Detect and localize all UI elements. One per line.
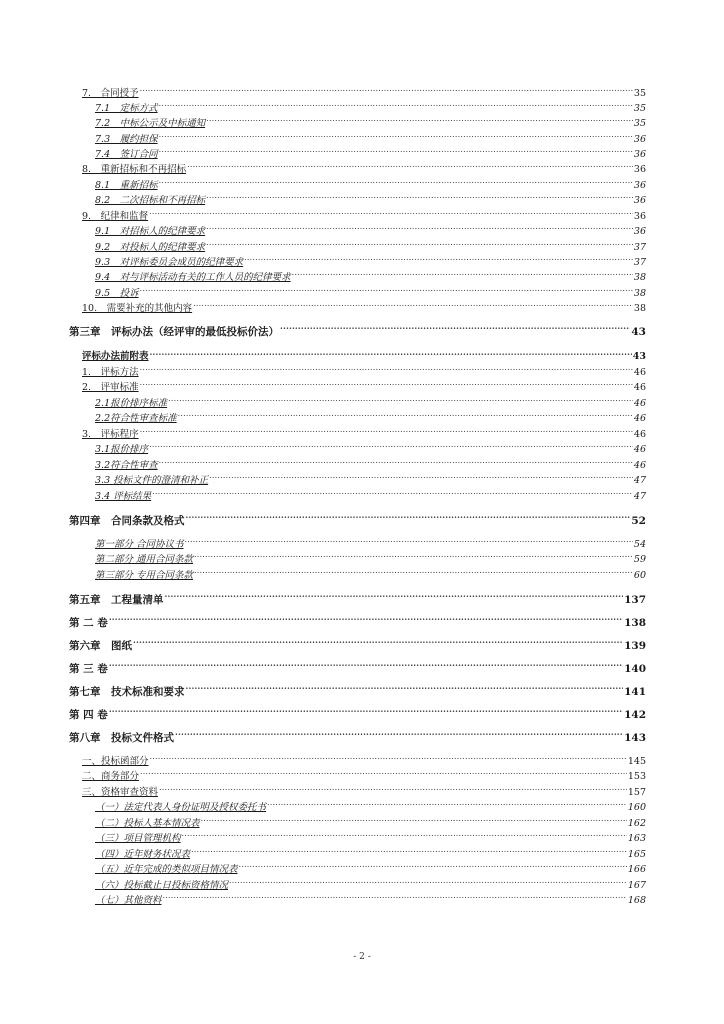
- toc-entry[interactable]: [95, 253, 646, 268]
- toc-entry[interactable]: [82, 207, 646, 222]
- dot-leader: [133, 637, 623, 649]
- toc-entry-page-number: 166: [627, 864, 646, 875]
- toc-entry-page-number: 35: [633, 103, 646, 114]
- toc-entry-title[interactable]: 第三章 评标办法（经评审的最低投标价法）: [69, 326, 279, 338]
- toc-entry-title[interactable]: 9.1 对招标人的纪律要求: [95, 226, 206, 237]
- toc-entry-page-number: 47: [633, 475, 646, 486]
- dot-leader: [149, 440, 633, 452]
- dot-leader: [191, 845, 627, 857]
- dot-leader: [185, 535, 633, 547]
- toc-entry[interactable]: [95, 535, 646, 550]
- toc-entry-page-number: 46: [633, 367, 646, 378]
- toc-entry-title[interactable]: 7.4 签订合同: [95, 149, 158, 160]
- toc-entry-page-number: 141: [624, 686, 646, 698]
- toc-entry-title[interactable]: 2.1报价排序标准: [95, 398, 168, 409]
- toc-entry-title[interactable]: 第 四 卷: [69, 709, 108, 721]
- toc-entry-page-number: 163: [627, 833, 646, 844]
- toc-entry[interactable]: [95, 471, 646, 486]
- dot-leader: [182, 829, 627, 841]
- toc-entry[interactable]: [95, 845, 646, 860]
- toc-entry-title[interactable]: 3.3 投标文件的澄清和补正: [95, 475, 209, 486]
- dot-leader: [159, 145, 633, 157]
- toc-entry-page-number: 47: [633, 491, 646, 502]
- dot-leader: [194, 566, 633, 578]
- toc-entry-page-number: 36: [633, 180, 646, 191]
- toc-entry-page-number: 140: [624, 663, 646, 675]
- toc-entry[interactable]: [69, 729, 646, 743]
- toc-entry[interactable]: [95, 891, 646, 906]
- dot-leader: [109, 706, 623, 718]
- dot-leader: [206, 238, 633, 250]
- toc-entry-page-number: 38: [633, 272, 646, 283]
- toc-entry-title[interactable]: 第三部分 专用合同条款: [95, 570, 194, 581]
- dot-leader: [206, 191, 633, 203]
- dot-leader: [206, 222, 633, 234]
- toc-entry-page-number: 43: [631, 326, 646, 338]
- dot-leader: [280, 323, 630, 335]
- toc-entry-title[interactable]: （五）近年完成的类似项目情况表: [95, 864, 238, 875]
- toc-entry-title[interactable]: 8.2 二次招标和不再招标: [95, 195, 206, 206]
- toc-entry[interactable]: [82, 363, 646, 378]
- toc-entry-title[interactable]: 7.2 中标公示及中标通知: [95, 118, 206, 129]
- toc-entry[interactable]: [95, 798, 646, 813]
- toc-entry[interactable]: [69, 591, 646, 605]
- toc-entry[interactable]: [95, 114, 646, 129]
- dot-leader: [159, 99, 633, 111]
- toc-entry-title[interactable]: 9.5 投诉: [95, 288, 139, 299]
- toc-entry-page-number: 38: [633, 303, 646, 314]
- toc-entry-title[interactable]: 第四章 合同条款及格式: [69, 515, 185, 527]
- dot-leader: [159, 130, 633, 142]
- toc-entry-page-number: 153: [627, 771, 646, 782]
- toc-entry-title[interactable]: （一）法定代表人身份证明及授权委托书: [95, 802, 267, 813]
- toc-entry[interactable]: [95, 829, 646, 844]
- toc-entry[interactable]: [95, 268, 646, 283]
- toc-entry[interactable]: [69, 614, 646, 628]
- dot-leader: [165, 591, 624, 603]
- toc-entry-page-number: 157: [627, 787, 646, 798]
- toc-entry-page-number: 37: [633, 257, 646, 268]
- toc-entry[interactable]: [95, 99, 646, 114]
- toc-entry[interactable]: [69, 683, 646, 697]
- toc-entry-page-number: 38: [633, 288, 646, 299]
- dot-leader: [150, 347, 632, 359]
- toc-entry[interactable]: [95, 566, 646, 581]
- toc-entry-page-number: 46: [633, 444, 646, 455]
- dot-leader: [109, 614, 623, 626]
- toc-entry-title[interactable]: 9. 纪律和监督: [82, 211, 149, 222]
- toc-entry-page-number: 46: [633, 429, 646, 440]
- toc-entry[interactable]: [82, 425, 646, 440]
- dot-leader: [168, 394, 633, 406]
- toc-entry-title[interactable]: 2. 评审标准: [82, 382, 139, 393]
- dot-leader: [267, 798, 627, 810]
- toc-entry-page-number: 167: [627, 880, 646, 891]
- toc-entry-page-number: 60: [633, 570, 646, 581]
- toc-entry-page-number: 160: [627, 802, 646, 813]
- toc-entry-page-number: 36: [633, 195, 646, 206]
- toc-entry[interactable]: [95, 238, 646, 253]
- dot-leader: [152, 487, 633, 499]
- dot-leader: [292, 268, 633, 280]
- toc-entry-title[interactable]: 第七章 技术标准和要求: [69, 686, 185, 698]
- toc-entry[interactable]: [82, 752, 646, 767]
- toc-entry-title[interactable]: （七）其他资料: [95, 895, 162, 906]
- toc-entry-page-number: 46: [633, 398, 646, 409]
- dot-leader: [193, 299, 633, 311]
- toc-entry[interactable]: [69, 660, 646, 674]
- page-number: - 2 -: [353, 952, 371, 962]
- toc-entry-title[interactable]: 1. 评标方法: [82, 367, 139, 378]
- dot-leader: [159, 783, 627, 795]
- toc-entry-title[interactable]: 9.3 对评标委员会成员的纪律要求: [95, 257, 244, 268]
- toc-entry-title[interactable]: 3.1报价排序: [95, 444, 149, 455]
- dot-leader: [186, 512, 631, 524]
- toc-entry-page-number: 35: [633, 118, 646, 129]
- dot-leader: [229, 876, 627, 888]
- toc-entry-page-number: 143: [624, 732, 646, 744]
- toc-entry[interactable]: [95, 409, 646, 424]
- dot-leader: [206, 114, 633, 126]
- toc-entry-title[interactable]: 8.1 重新招标: [95, 180, 158, 191]
- toc-entry-title[interactable]: 3. 评标程序: [82, 429, 139, 440]
- toc-entry-title[interactable]: 第六章 图纸: [69, 640, 132, 652]
- toc-entry[interactable]: [95, 814, 646, 829]
- toc-entry[interactable]: [82, 299, 646, 314]
- dot-leader: [244, 253, 633, 265]
- dot-leader: [209, 471, 633, 483]
- toc-entry-title[interactable]: 9.2 对投标人的纪律要求: [95, 242, 206, 253]
- toc-entry[interactable]: [82, 347, 646, 362]
- toc-entry[interactable]: [95, 876, 646, 891]
- toc-entry-page-number: 168: [627, 895, 646, 906]
- toc-entry[interactable]: [82, 84, 646, 99]
- toc-entry-title[interactable]: 第 三 卷: [69, 663, 108, 675]
- toc-entry-page-number: 139: [624, 640, 646, 652]
- toc-entry-title[interactable]: 三、资格审查资料: [82, 787, 159, 798]
- toc-entry-title[interactable]: 一、投标函部分: [82, 756, 149, 767]
- toc-entry-title[interactable]: 7.1 定标方式: [95, 103, 158, 114]
- toc-entry-title[interactable]: 10. 需要补充的其他内容: [82, 303, 193, 314]
- toc-entry-title[interactable]: 二、商务部分: [82, 771, 140, 782]
- toc-entry[interactable]: [95, 284, 646, 299]
- toc-entry-page-number: 46: [633, 413, 646, 424]
- toc-entry[interactable]: [95, 456, 646, 471]
- dot-leader: [150, 752, 627, 764]
- dot-leader: [163, 891, 627, 903]
- toc-entry[interactable]: [69, 512, 646, 526]
- toc-entry-page-number: 46: [633, 460, 646, 471]
- toc-entry[interactable]: [95, 440, 646, 455]
- dot-leader: [175, 729, 623, 741]
- toc-entry-page-number: 36: [633, 164, 646, 175]
- toc-entry-title[interactable]: 8. 重新招标和不再招标: [82, 164, 187, 175]
- toc-entry[interactable]: [82, 767, 646, 782]
- dot-leader: [239, 860, 627, 872]
- toc-entry-title[interactable]: 评标办法前附表: [82, 351, 149, 362]
- toc-entry-page-number: 162: [627, 818, 646, 829]
- toc-entry-page-number: 145: [627, 756, 646, 767]
- dot-leader: [140, 84, 633, 96]
- toc-entry-page-number: 142: [624, 709, 646, 721]
- toc-entry-title[interactable]: 3.4 评标结果: [95, 491, 152, 502]
- toc-entry-title[interactable]: 7. 合同授予: [82, 88, 139, 99]
- toc-entry[interactable]: [95, 130, 646, 145]
- dot-leader: [140, 378, 633, 390]
- toc-entry[interactable]: [69, 706, 646, 720]
- dot-leader: [140, 425, 633, 437]
- toc-entry-page-number: 43: [632, 351, 646, 362]
- dot-leader: [178, 409, 633, 421]
- toc-entry-page-number: 36: [633, 134, 646, 145]
- toc-entry-page-number: 52: [631, 515, 646, 527]
- toc-entry-page-number: 137: [624, 594, 646, 606]
- toc-entry-page-number: 36: [633, 149, 646, 160]
- toc-entry-title[interactable]: （二）投标人基本情况表: [95, 818, 200, 829]
- toc-entry[interactable]: [95, 222, 646, 237]
- dot-leader: [187, 160, 633, 172]
- toc-entry-page-number: 36: [633, 211, 646, 222]
- toc-entry[interactable]: [95, 191, 646, 206]
- dot-leader: [194, 550, 633, 562]
- toc-entry[interactable]: [95, 176, 646, 191]
- toc-entry-title[interactable]: 第二部分 通用合同条款: [95, 554, 194, 565]
- toc-entry-title[interactable]: 第五章 工程量清单: [69, 594, 164, 606]
- toc-entry[interactable]: [82, 378, 646, 393]
- dot-leader: [140, 284, 633, 296]
- toc-entry[interactable]: [95, 860, 646, 875]
- dot-leader: [159, 176, 633, 188]
- toc-entry[interactable]: [95, 145, 646, 160]
- toc-entry-page-number: 35: [633, 88, 646, 99]
- dot-leader: [149, 207, 633, 219]
- toc-entry-title[interactable]: 3.2符合性审查: [95, 460, 158, 471]
- toc-entry-page-number: 138: [624, 617, 646, 629]
- toc-entry[interactable]: [82, 783, 646, 798]
- toc-entry[interactable]: [82, 160, 646, 175]
- toc-entry[interactable]: [95, 487, 646, 502]
- toc-entry[interactable]: [69, 637, 646, 651]
- toc-entry[interactable]: [95, 550, 646, 565]
- toc-entry-title[interactable]: （六）投标截止日投标资格情况: [95, 880, 229, 891]
- dot-leader: [186, 683, 624, 695]
- toc-entry-title[interactable]: （四）近年财务状况表: [95, 849, 191, 860]
- dot-leader: [201, 814, 627, 826]
- toc-entry-page-number: 46: [633, 382, 646, 393]
- toc-entry-title[interactable]: 9.4 对与评标活动有关的工作人员的纪律要求: [95, 272, 291, 283]
- toc-entry-title[interactable]: 2.2符合性审查标准: [95, 413, 177, 424]
- toc-entry-title[interactable]: （三）项目管理机构: [95, 833, 181, 844]
- toc-entry-page-number: 36: [633, 226, 646, 237]
- toc-entry-title[interactable]: 7.3 履约担保: [95, 134, 158, 145]
- toc-entry[interactable]: [69, 323, 646, 337]
- dot-leader: [159, 456, 633, 468]
- toc-entry-title[interactable]: 第一部分 合同协议书: [95, 539, 184, 550]
- toc-entry[interactable]: [95, 394, 646, 409]
- toc-entry-page-number: 59: [633, 554, 646, 565]
- dot-leader: [109, 660, 623, 672]
- dot-leader: [140, 363, 633, 375]
- toc-entry-page-number: 54: [633, 539, 646, 550]
- toc-entry-page-number: 37: [633, 242, 646, 253]
- toc-entry-title[interactable]: 第八章 投标文件格式: [69, 732, 174, 744]
- dot-leader: [140, 767, 627, 779]
- toc-entry-page-number: 165: [627, 849, 646, 860]
- toc-entry-title[interactable]: 第 二 卷: [69, 617, 108, 629]
